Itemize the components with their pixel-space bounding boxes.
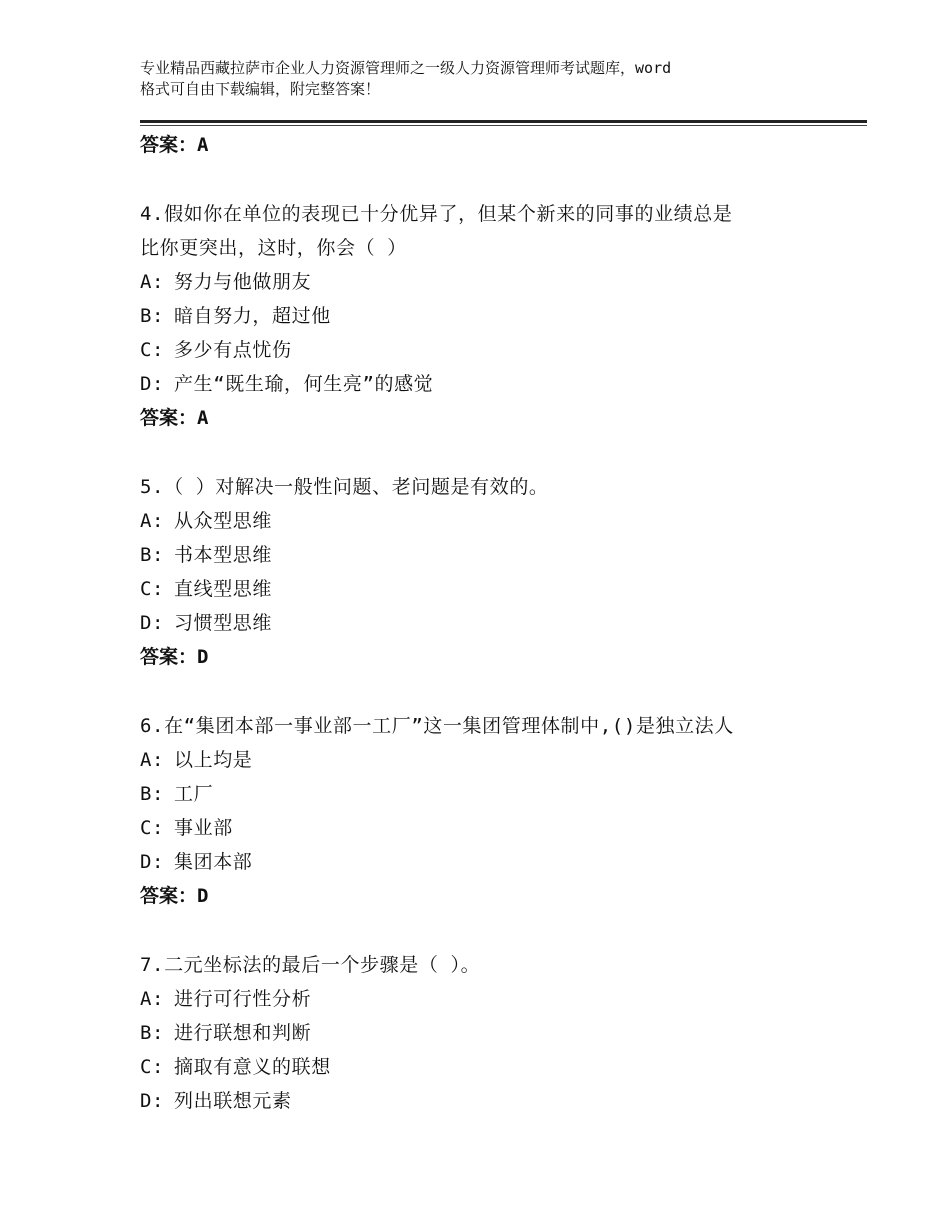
option-a [140, 265, 840, 299]
option-b [140, 1016, 840, 1050]
option-letter: C: [140, 817, 165, 839]
option-text: 书本型思维 [174, 544, 273, 566]
question-6 [140, 709, 840, 913]
option-text: 工厂 [174, 783, 214, 805]
option-text: 集团本部 [174, 851, 253, 873]
option-letter: C: [140, 339, 165, 361]
option-b [140, 777, 840, 811]
option-text: 进行可行性分析 [174, 988, 312, 1010]
question-stem [140, 709, 840, 743]
option-letter: D: [140, 1090, 165, 1112]
option-d [140, 1084, 840, 1118]
option-letter: A: [140, 988, 165, 1010]
header-line-1: 专业精品西藏拉萨市企业人力资源管理师之一级人力资源管理师考试题库，word [140, 59, 672, 77]
header-rule-thin [140, 125, 867, 126]
option-letter: C: [140, 1056, 165, 1078]
question-list [140, 128, 840, 1118]
option-d [140, 367, 840, 401]
option-text: 摘取有意义的联想 [174, 1056, 331, 1078]
option-d [140, 845, 840, 879]
option-text: 从众型思维 [174, 510, 273, 532]
option-text: 产生“既生瑜，何生亮”的感觉 [174, 373, 434, 395]
option-b [140, 299, 840, 333]
option-letter: D: [140, 373, 165, 395]
option-text: 进行联想和判断 [174, 1022, 312, 1044]
option-b [140, 538, 840, 572]
answer-6: 答案：D [140, 885, 209, 907]
option-letter: A: [140, 749, 165, 771]
option-letter: B: [140, 305, 165, 327]
header-line-2: 格式可自由下载编辑，附完整答案！ [140, 80, 381, 98]
option-letter: A: [140, 271, 165, 293]
option-letter: D: [140, 851, 165, 873]
option-letter: B: [140, 544, 165, 566]
option-letter: B: [140, 1022, 165, 1044]
option-text: 习惯型思维 [174, 612, 273, 634]
option-text: 直线型思维 [174, 578, 273, 600]
option-a [140, 982, 840, 1016]
option-text: 列出联想元素 [174, 1090, 292, 1112]
question-4 [140, 197, 840, 435]
option-c [140, 811, 840, 845]
option-letter: A: [140, 510, 165, 532]
option-a [140, 743, 840, 777]
option-letter: B: [140, 783, 165, 805]
question-stem-line: 7.二元坐标法的最后一个步骤是（ ）。 [140, 954, 481, 976]
question-7 [140, 948, 840, 1118]
answer-4: 答案：A [140, 407, 209, 429]
question-stem [140, 470, 840, 504]
option-text: 以上均是 [174, 749, 253, 771]
question-stem-line: 4.假如你在单位的表现已十分优异了，但某个新来的同事的业绩总是 [140, 203, 733, 225]
question-5 [140, 470, 840, 674]
question-stem [140, 197, 840, 265]
question-stem [140, 948, 840, 982]
question-stem-line: 5.（ ）对解决一般性问题、老问题是有效的。 [140, 476, 549, 498]
option-letter: D: [140, 612, 165, 634]
answer-5: 答案：D [140, 646, 209, 668]
header-rule-thick [140, 120, 867, 123]
option-letter: C: [140, 578, 165, 600]
option-text: 多少有点忧伤 [174, 339, 292, 361]
question-stem-line: 6.在“集团本部一事业部一工厂”这一集团管理体制中,()是独立法人 [140, 715, 734, 737]
answer-3: 答案：A [140, 134, 209, 156]
document-header [140, 58, 820, 100]
option-c [140, 572, 840, 606]
option-text: 事业部 [174, 817, 233, 839]
option-text: 暗自努力，超过他 [174, 305, 331, 327]
option-c [140, 333, 840, 367]
option-c [140, 1050, 840, 1084]
option-a [140, 504, 840, 538]
question-stem-line: 比你更突出，这时，你会（ ） [140, 237, 407, 259]
option-d [140, 606, 840, 640]
option-text: 努力与他做朋友 [174, 271, 312, 293]
